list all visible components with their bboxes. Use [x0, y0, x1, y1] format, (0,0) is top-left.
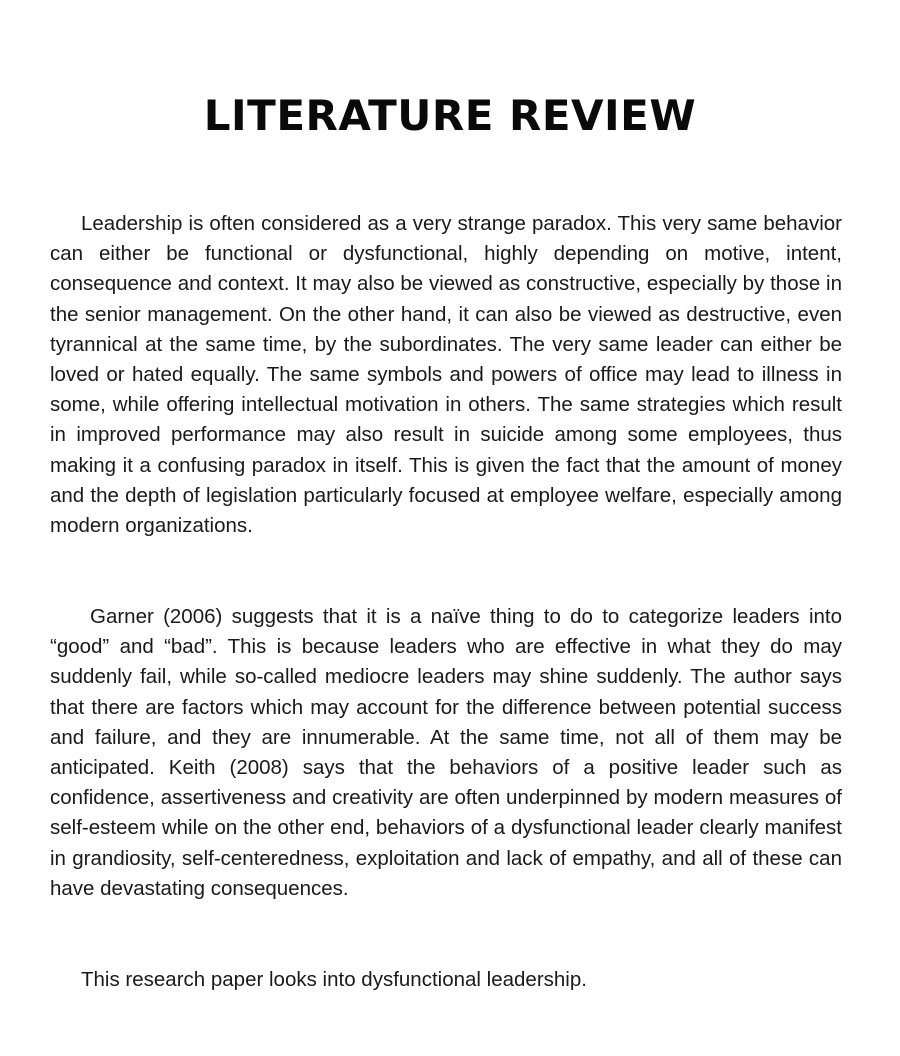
paragraph-1: Leadership is often considered as a very strange paradox. This very same behavior can either be functional or dysfunctional, highly depending on motive, intent, consequence and context. It may also be viewed as constructive, especially by those in the senior management. On the other hand, it can also be viewed as destructive, even tyrannical at the same time, by the subordinates. The very same leader can either be loved or hated equally. The same symbols and powers of office may lead to illness in some, while offering intellectual motivation in others. The same strategies which result in improved performance may also result in suicide among some employees, thus making it a confusing paradox in itself. This is given the fact that the amount of money and the depth of legislation particularly focused at employee welfare, especially among modern organizations.	[50, 212, 842, 538]
page-title: LITERATURE REVIEW	[203, 91, 697, 140]
paragraph-3: This research paper looks into dysfunctional leadership.	[81, 968, 587, 991]
paragraph-2: Garner (2006) suggests that it is a naïve thing to do to categorize leaders into “good” and “bad”. This is because leaders who are effective in what they do may suddenly fail, while so-called mediocre leaders may shine suddenly. The author says that there are factors which may account for the difference between potential success and failure, and they are innumerable. At the same time, not all of them may be anticipated. Keith (2008) says that the behaviors of a positive leader such as confidence, assertiveness and creativity are often underpinned by modern measures of self-esteem while on the other end, behaviors of a dysfunctional leader clearly manifest in grandiosity, self-centeredness, exploitation and lack of empathy, and all of these can have devastating consequences.	[50, 605, 842, 900]
